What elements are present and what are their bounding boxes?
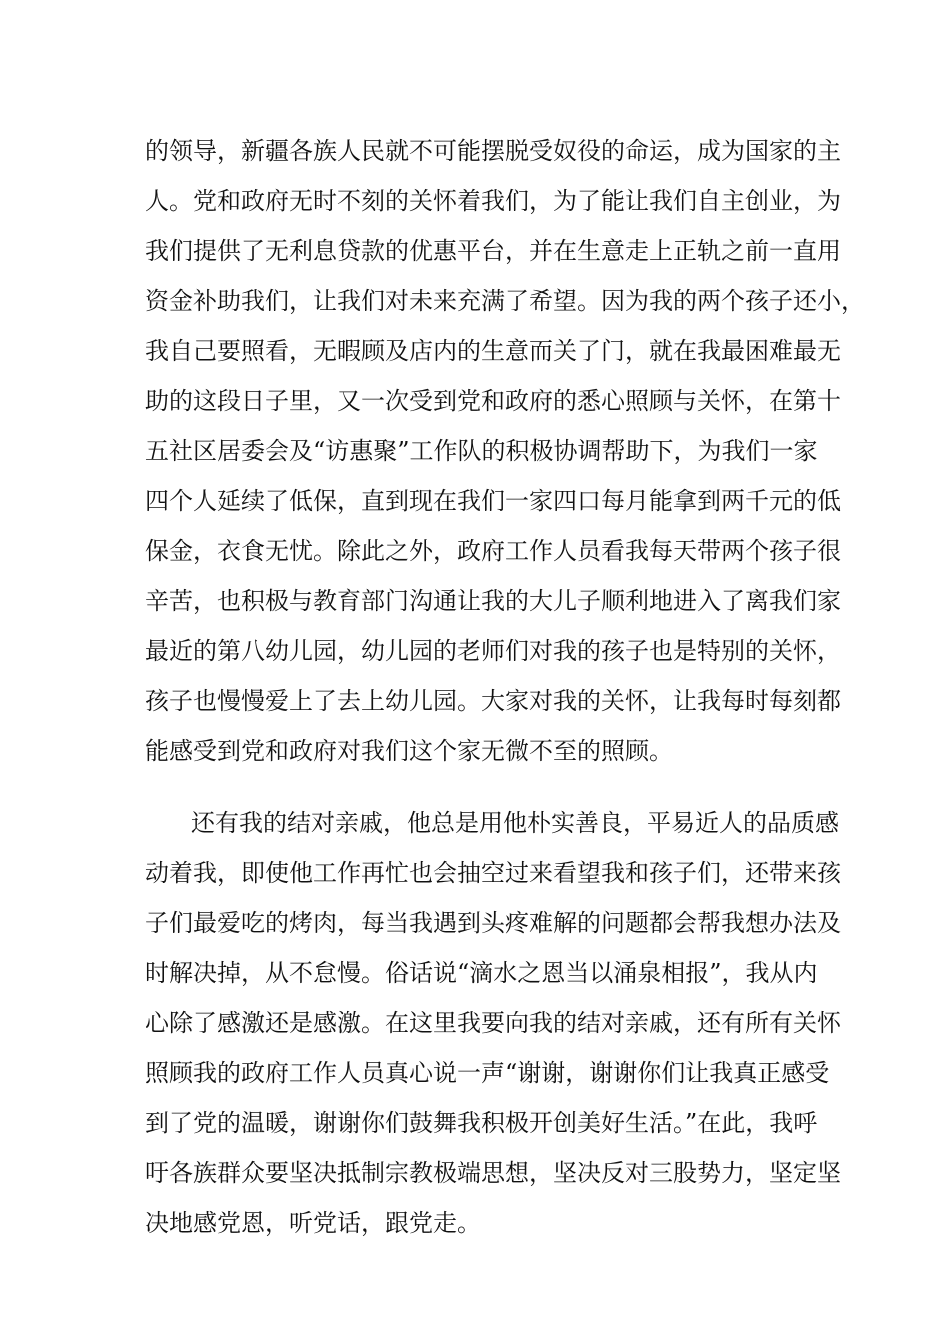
body-text	[145, 126, 865, 1248]
paragraph	[145, 798, 841, 1248]
text-line: 子们最爱吃的烤肉，每当我遇到头疼难解的问题都会帮我想办法及	[145, 909, 841, 937]
text-line: 心除了感激还是感激。在这里我要向我的结对亲戚，还有所有关怀	[145, 1009, 841, 1037]
text-line: 时解决掉，从不怠慢。俗话说“滴水之恩当以涌泉相报”，我从内	[145, 959, 818, 987]
paragraph-spacer	[145, 776, 835, 798]
text-line: 动着我，即使他工作再忙也会抽空过来看望我和孩子们，还带来孩	[145, 859, 841, 887]
text-line: 吁各族群众要坚决抵制宗教极端思想，坚决反对三股势力，坚定坚	[145, 1159, 841, 1187]
text-line: 照顾我的政府工作人员真心说一声“谢谢，谢谢你们让我真正感受	[145, 1059, 830, 1087]
text-line: 还有我的结对亲戚，他总是用他朴实善良，平易近人的品质感	[191, 809, 839, 837]
text-line: 保金，衣食无忧。除此之外，政府工作人员看我每天带两个孩子很	[145, 537, 841, 565]
text-line: 我自己要照看，无暇顾及店内的生意而关了门，就在我最困难最无	[145, 337, 841, 365]
text-line: 到了党的温暖，谢谢你们鼓舞我积极开创美好生活。”在此，我呼	[145, 1109, 818, 1137]
text-line: 的领导，新疆各族人民就不可能摆脱受奴役的命运，成为国家的主	[145, 137, 841, 165]
text-line: 五社区居委会及“访惠聚”工作队的积极协调帮助下，为我们一家	[145, 437, 818, 465]
text-line: 我们提供了无利息贷款的优惠平台，并在生意走上正轨之前一直用	[145, 237, 841, 265]
text-line: 决地感党恩，听党话，跟党走。	[145, 1209, 481, 1237]
text-line: 最近的第八幼儿园，幼儿园的老师们对我的孩子也是特别的关怀，	[145, 637, 841, 665]
text-line: 资金补助我们，让我们对未来充满了希望。因为我的两个孩子还小，	[145, 287, 865, 315]
text-line: 人。党和政府无时不刻的关怀着我们，为了能让我们自主创业，为	[145, 187, 841, 215]
text-line: 助的这段日子里，又一次受到党和政府的悉心照顾与关怀，在第十	[145, 387, 841, 415]
text-line: 孩子也慢慢爱上了去上幼儿园。大家对我的关怀，让我每时每刻都	[145, 687, 841, 715]
text-line: 四个人延续了低保，直到现在我们一家四口每月能拿到两千元的低	[145, 487, 841, 515]
paragraph	[145, 126, 865, 776]
text-line: 能感受到党和政府对我们这个家无微不至的照顾。	[145, 737, 673, 765]
text-line: 辛苦，也积极与教育部门沟通让我的大儿子顺利地进入了离我们家	[145, 587, 841, 615]
